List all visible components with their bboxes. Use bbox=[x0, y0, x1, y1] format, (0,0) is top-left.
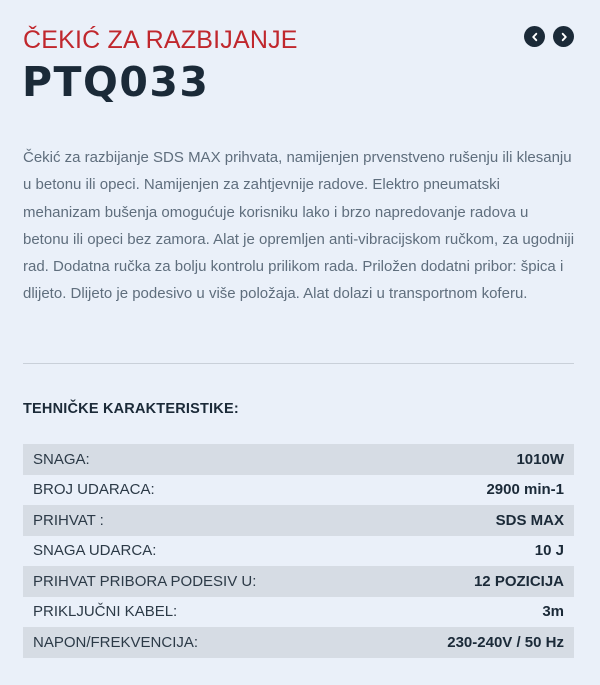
spec-value: 2900 min-1 bbox=[376, 475, 574, 506]
product-description: Čekić za razbijanje SDS MAX prihvata, namijenjen prvenstveno rušenju ili klesanju u betonu ili opeci. Namijenjen za zahtjevnije radove. Elektro pneumatski mehanizam bušenja omogućuje korisniku lako i brzo napredovanje radova u betonu ili opeci bez zamora. Alat je opremljen anti-vibracijskom ručkom, za ugodniji rad. Dodatna ručka za bolju kontrolu prilikom rada. Priložen dodatni pribor: špica i dlijeto. Dlijeto je podesivo u više položaja. Alat dolazi u transportnom koferu. bbox=[23, 149, 575, 303]
spec-row bbox=[23, 505, 574, 536]
spec-row bbox=[23, 536, 574, 567]
spec-value: 10 J bbox=[376, 536, 574, 567]
spec-label: BROJ UDARACA: bbox=[23, 475, 376, 506]
section-divider bbox=[23, 363, 574, 364]
spec-label: SNAGA: bbox=[23, 444, 376, 475]
prev-product-button[interactable] bbox=[524, 26, 545, 47]
product-model: PTQ033 bbox=[22, 58, 210, 106]
spec-row bbox=[23, 444, 574, 475]
product-category: ČEKIĆ ZA RAZBIJANJE bbox=[23, 26, 298, 54]
spec-value: 1010W bbox=[376, 444, 574, 475]
spec-label: PRIKLJUČNI KABEL: bbox=[23, 597, 376, 628]
chevron-right-icon bbox=[559, 32, 569, 42]
spec-row bbox=[23, 627, 574, 658]
product-nav bbox=[524, 26, 574, 47]
spec-row bbox=[23, 566, 574, 597]
spec-label: PRIHVAT PRIBORA PODESIV U: bbox=[23, 566, 376, 597]
chevron-left-icon bbox=[530, 32, 540, 42]
spec-label: SNAGA UDARCA: bbox=[23, 536, 376, 567]
specs-table bbox=[23, 444, 574, 658]
spec-row bbox=[23, 597, 574, 628]
specs-title: TEHNIČKE KARAKTERISTIKE: bbox=[23, 401, 239, 417]
spec-value: 3m bbox=[376, 597, 574, 628]
spec-label: PRIHVAT : bbox=[23, 505, 376, 536]
spec-label: NAPON/FREKVENCIJA: bbox=[23, 627, 376, 658]
spec-value: SDS MAX bbox=[376, 505, 574, 536]
spec-value: 12 POZICIJA bbox=[376, 566, 574, 597]
spec-row bbox=[23, 475, 574, 506]
spec-value: 230-240V / 50 Hz bbox=[376, 627, 574, 658]
next-product-button[interactable] bbox=[553, 26, 574, 47]
